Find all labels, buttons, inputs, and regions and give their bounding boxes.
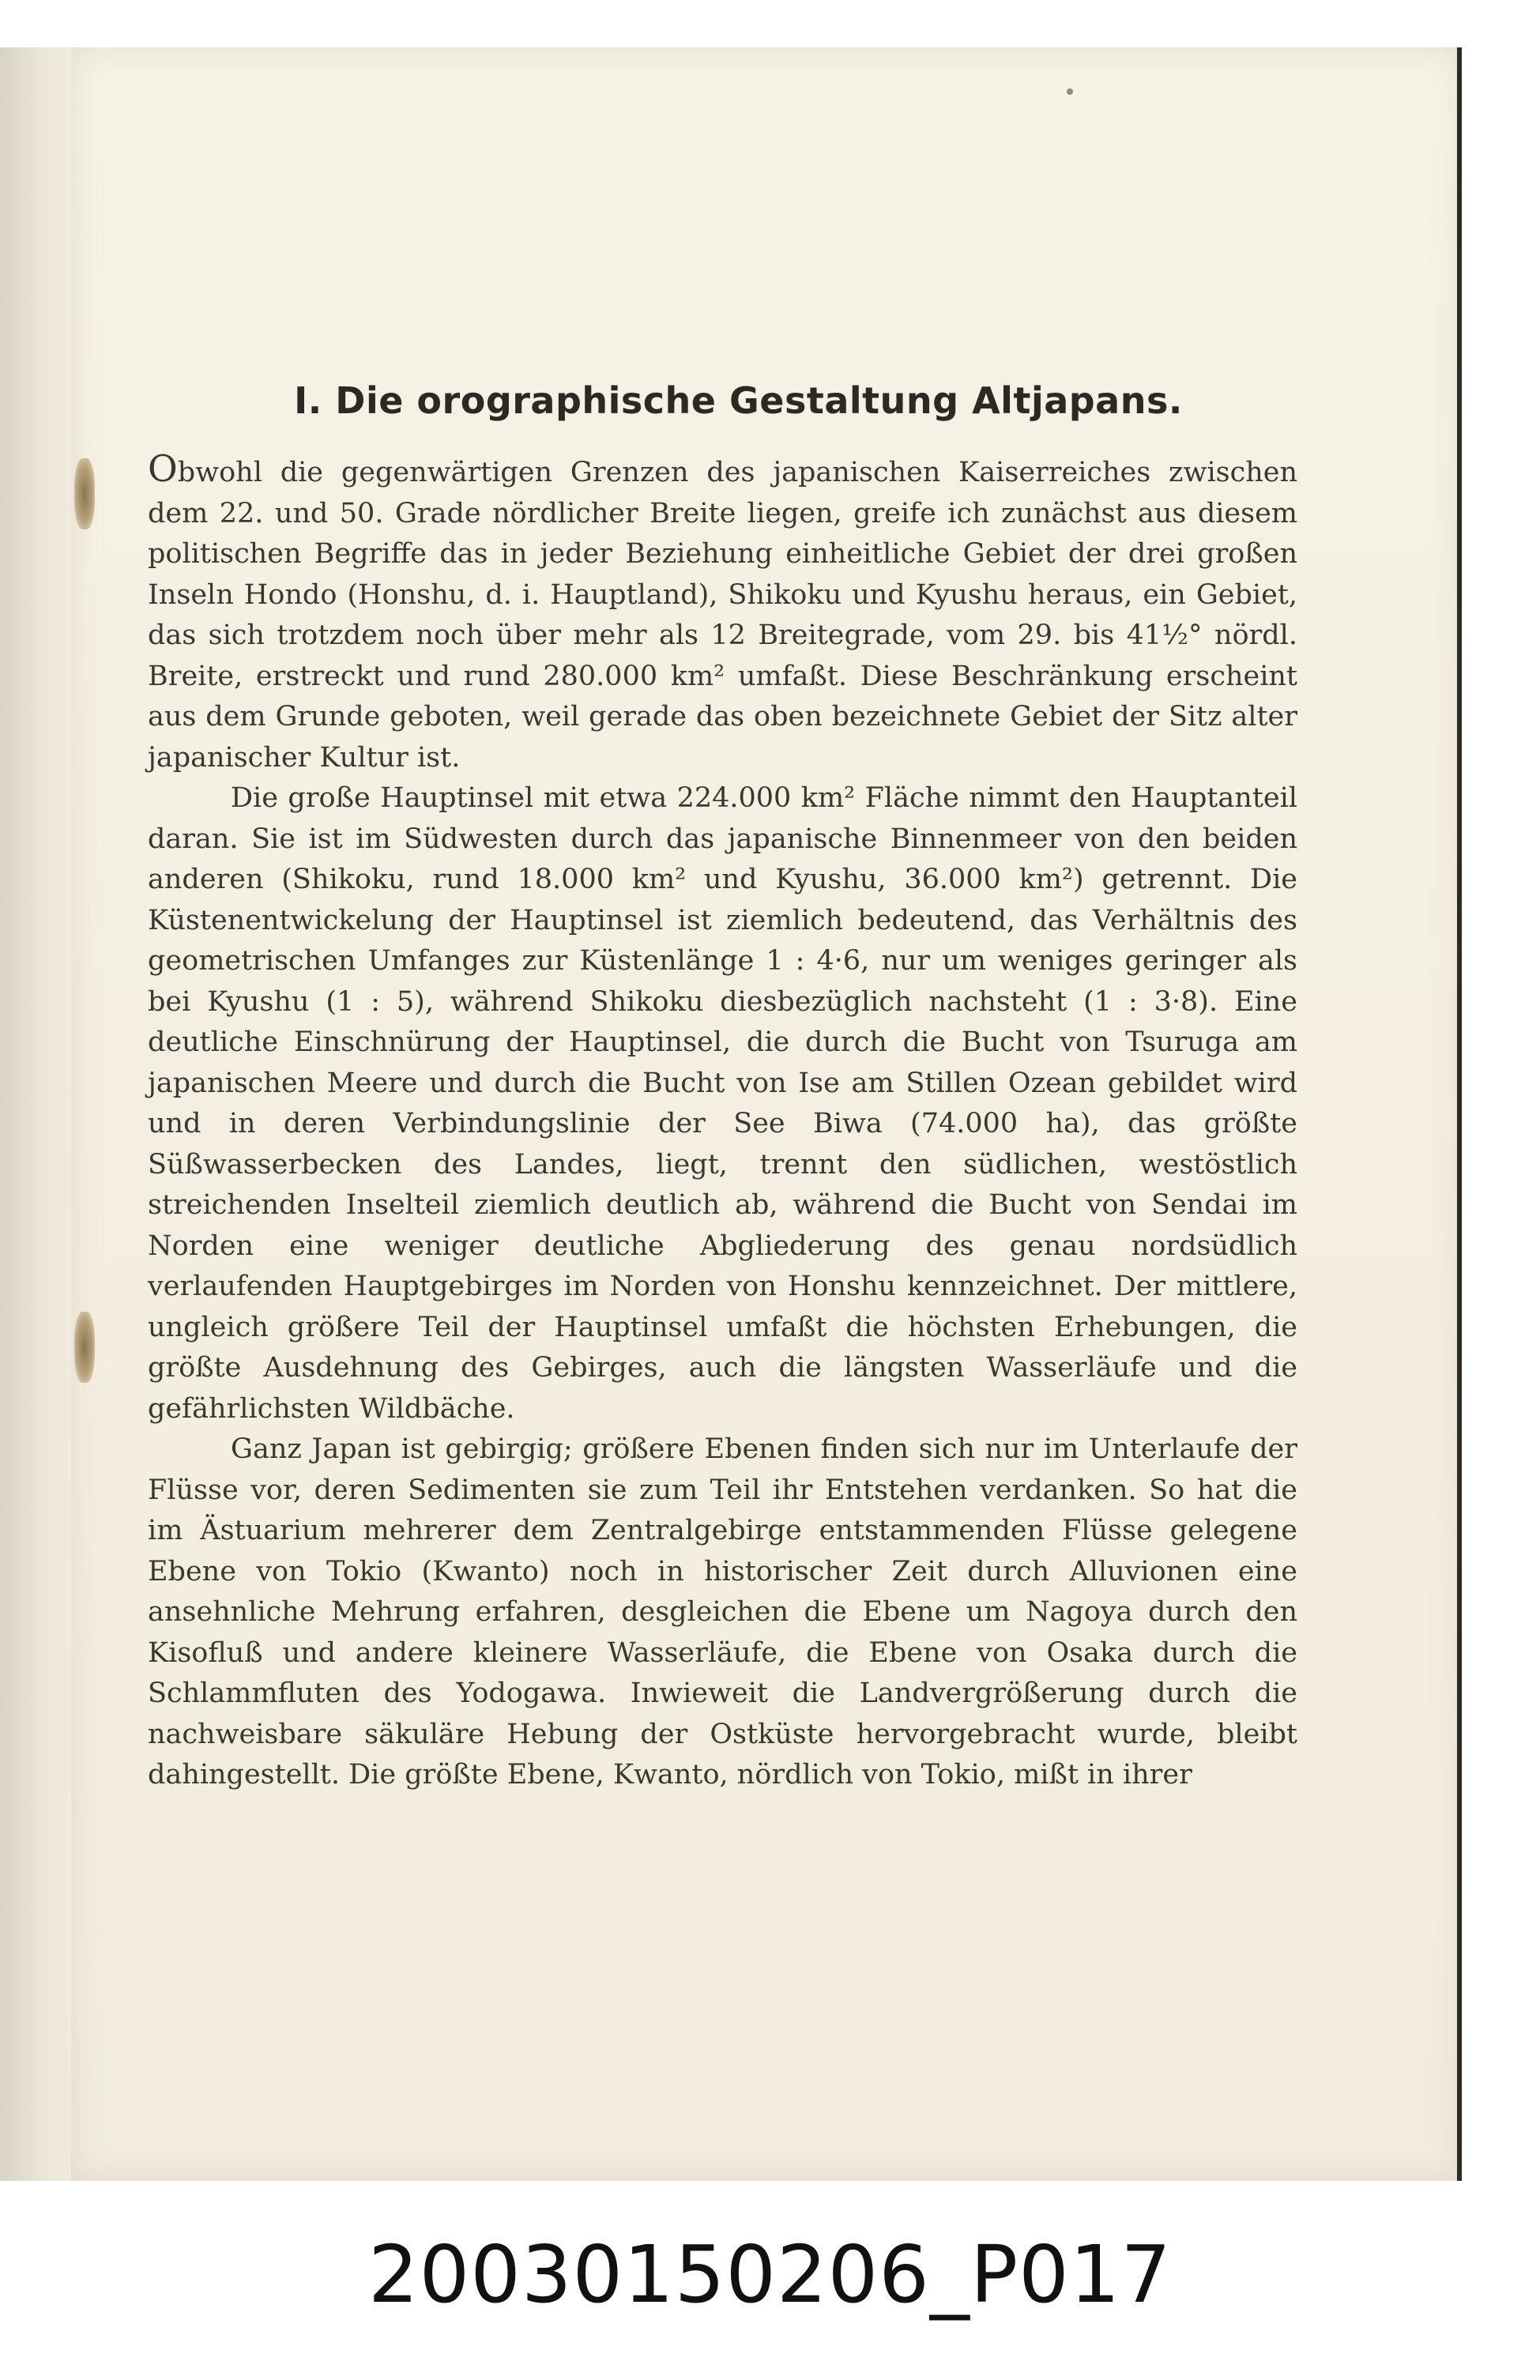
page-text [148,379,1297,1796]
page-edge-shadow [1457,47,1462,2181]
paragraph: Die große Hauptinsel mit etwa 224.000 km² Fläche nimmt den Hauptanteil daran. Sie ist im Südwesten durch das japanische Binnenmeer von den beiden anderen (Shikoku, rund 18.000 km² und Kyushu, 36.000 km²) getrennt. Die Küstenentwickelung der Hauptinsel ist ziemlich bedeutend, das Verhältnis des geometrischen Umfanges zur Küstenlänge 1 : 4·6, nur um weniges geringer als bei Kyushu (1 : 5), während Shikoku diesbezüglich nachsteht (1 : 3·8). Eine deutliche Einschnürung der Hauptinsel, die durch die Bucht von Tsuruga am japanischen Meere und durch die Bucht von Ise am Stillen Ozean gebildet wird und in deren Verbindungslinie der See Biwa (74.000 ha), das größte Süßwasserbecken des Landes, liegt, trennt den südlichen, westöstlich streichenden Inselteil ziemlich deutlich ab, während die Bucht von Sendai im Norden eine weniger deutliche Abgliederung des genau nordsüdlich verlaufenden Hauptgebirges im Norden von Honshu kennzeichnet. Der mittlere, ungleich größere Teil der Hauptinsel umfaßt die höchsten Erhebungen, die größte Ausdehnung des Gebirges, auch die längsten Wasserläufe und die gefährlichsten Wildbäche. [148,782,1297,1425]
paper-speck [1067,88,1073,95]
paragraph: Ganz Japan ist gebirgig; größere Ebenen finden sich nur im Unterlaufe der Flüsse vor, deren Sedimenten sie zum Teil ihr Entstehen verdanken. So hat die im Ästuarium mehrerer dem Zentralgebirge entstammenden Flüsse gelegene Ebene von Tokio (Kwanto) noch in historischer Zeit durch Alluvionen eine ansehnliche Mehrung erfahren, desgleichen die Ebene um Nagoya durch den Kisofluß und andere kleinere Wasserläufe, die Ebene von Osaka durch die Schlammfluten des Yodogawa. Inwieweit die Landvergrößerung durch die nachweisbare säkuläre Hebung der Ostküste hervorgebracht wurde, bleibt dahingestellt. Die größte Ebene, Kwanto, nördlich von Tokio, mißt in ihrer [148,1433,1297,1791]
binding-mark [74,458,95,529]
chapter-heading: I. Die orographische Gestaltung Altjapans. [294,379,1183,422]
previous-page-edge [0,47,73,2181]
paragraph: Obwohl die gegenwärtigen Grenzen des japanischen Kaiserreiches zwischen dem 22. und 50. Grade nördlicher Breite liegen, greife ich zunächst aus diesem politischen Begriffe das in jeder Beziehung einheitliche Gebiet der drei großen Inseln Hondo (Honshu, d. i. Hauptland), Shikoku und Kyushu heraus, ein Gebiet, das sich trotzdem noch über mehr als 12 Breitegrade, vom 29. bis 41½° nördl. Breite, erstreckt und rund 280.000 km² umfaßt. Diese Beschränkung erscheint aus dem Grunde geboten, weil gerade das oben bezeichnete Gebiet der Sitz alter japanischer Kultur ist. [148,447,1297,774]
archive-id-label: 20030150206_P017 [367,2228,1173,2321]
binding-mark [74,1312,95,1383]
